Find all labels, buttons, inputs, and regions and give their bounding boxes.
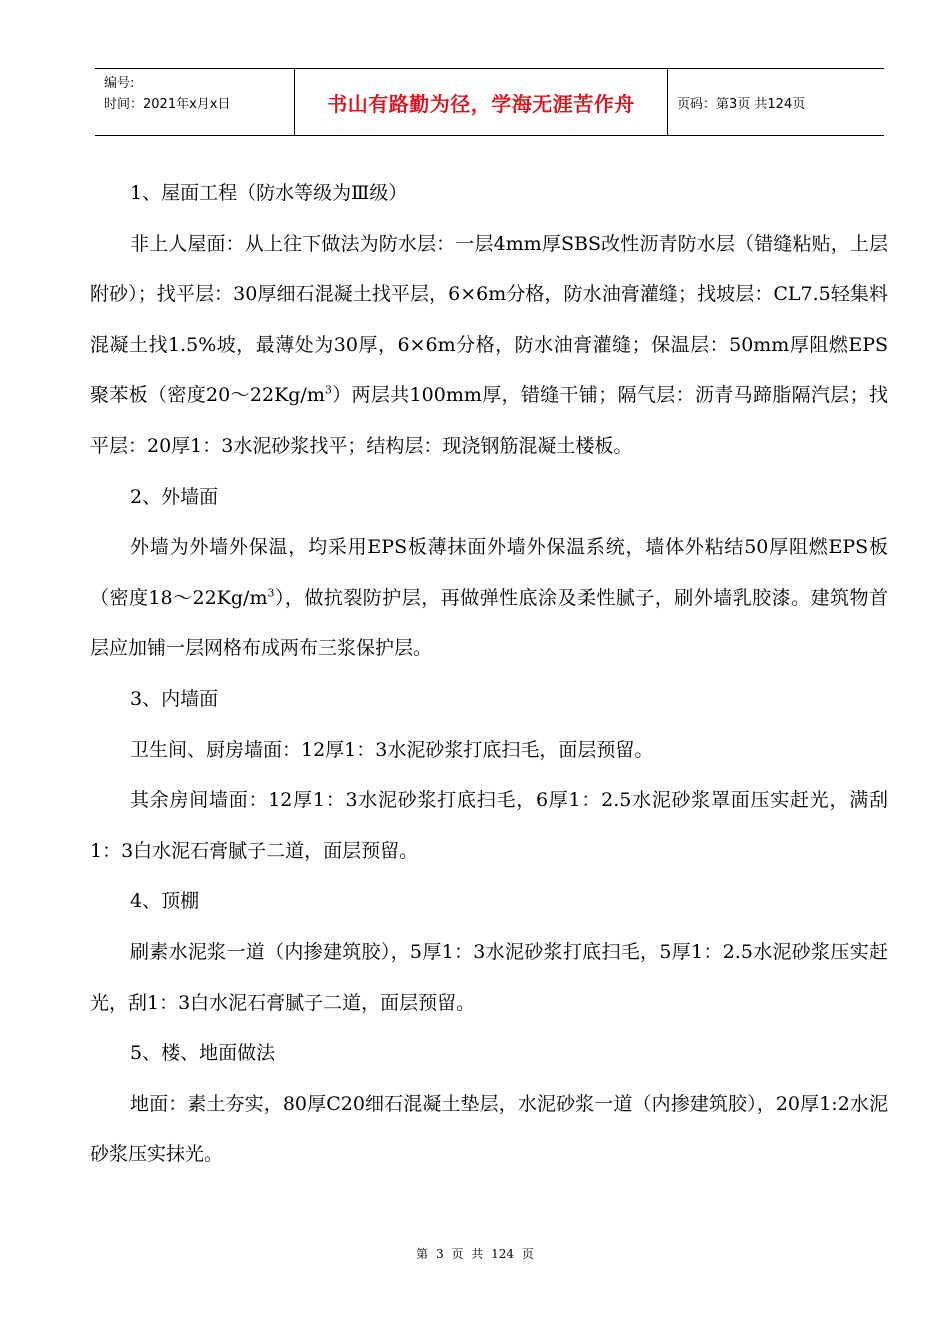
- page-footer: [0, 1245, 950, 1262]
- footer-gong: 共: [471, 1247, 484, 1261]
- header-meta: [95, 69, 295, 135]
- paragraph-floor: 地面：素土夯实，80厚C20细石混凝土垫层，水泥砂浆一道（内掺建筑胶），20厚1:2水泥砂浆压实抹光。: [90, 1092, 888, 1166]
- header-page-cell: [668, 69, 884, 135]
- footer-di: 第: [416, 1247, 429, 1261]
- superscript-3: 3: [267, 586, 275, 600]
- page-label: 页码：第3页 共124页: [677, 96, 806, 112]
- section-title-floor: 5、楼、地面做法: [130, 1042, 276, 1065]
- section-title-ceiling: 4、顶棚: [130, 890, 200, 913]
- footer-ye: 页: [521, 1247, 534, 1261]
- section-title-roof: 1、屋面工程（防水等级为Ⅲ级）: [130, 182, 408, 204]
- paragraph-exterior-part1: 外墙为外墙外保温，均采用EPS板薄抹面外墙外保温系统，墙体外粘结50厚阻燃EPS板（密度18～22Kg/m: [90, 536, 888, 609]
- motto-text: 书山有路勤为径，学海无涯苦作舟: [327, 91, 635, 116]
- section-title-interior-wall: 3、内墙面: [130, 687, 219, 710]
- header-motto-cell: [295, 69, 668, 135]
- time-label: 时间：2021年x月x日: [104, 97, 231, 112]
- document-body: [90, 168, 888, 1180]
- paragraph-interior-wall-2: 其余房间墙面：12厚1：3水泥砂浆打底扫毛，6厚1：2.5水泥砂浆罩面压实赶光，满刮1：3白水泥石膏腻子二道，面层预留。: [90, 789, 888, 862]
- paragraph-ceiling: 刷素水泥浆一道（内掺建筑胶），5厚1：3水泥砂浆打底扫毛，5厚1：2.5水泥砂浆压实赶光，刮1：3白水泥石膏腻子二道，面层预留。: [90, 940, 888, 1014]
- footer-page-number: 3: [435, 1247, 444, 1261]
- section-title-exterior-wall: 2、外墙面: [130, 485, 219, 508]
- paragraph-roof-part2: ）两层共100mm厚，错缝干铺；隔气层：沥青马蹄脂隔汽层；找平层：20厚1：3水泥砂浆找平；结构层：现浇钢筋混凝土楼板。: [90, 384, 888, 457]
- page-header: [95, 68, 884, 136]
- footer-ye: 页: [451, 1247, 464, 1261]
- number-label: 编号:: [104, 76, 135, 91]
- paragraph-roof-part1: 非上人屋面：从上往下做法为防水层：一层4mm厚SBS改性沥青防水层（错缝粘贴，上层附砂）；找平层：30厚细石混凝土找平层，6×6m分格，防水油膏灌缝；找坡层：CL7.5轻集料混凝土找1.5%坡，最薄处为30厚，6×6m分格，防水油膏灌缝；保温层：50mm厚阻燃EPS聚苯板（密度20～22Kg/m: [90, 232, 888, 407]
- paragraph-roof: [90, 219, 888, 472]
- paragraph-interior-wall-1: 卫生间、厨房墙面：12厚1：3水泥砂浆打底扫毛，面层预留。: [130, 738, 654, 761]
- paragraph-exterior-part2: ），做抗裂防护层，再做弹性底涂及柔性腻子，刷外墙乳胶漆。建筑物首层应加铺一层网格布成两布三浆保护层。: [90, 586, 888, 660]
- footer-total-pages: 124: [491, 1247, 515, 1261]
- paragraph-exterior-wall: [90, 522, 888, 674]
- superscript-3: 3: [324, 384, 332, 398]
